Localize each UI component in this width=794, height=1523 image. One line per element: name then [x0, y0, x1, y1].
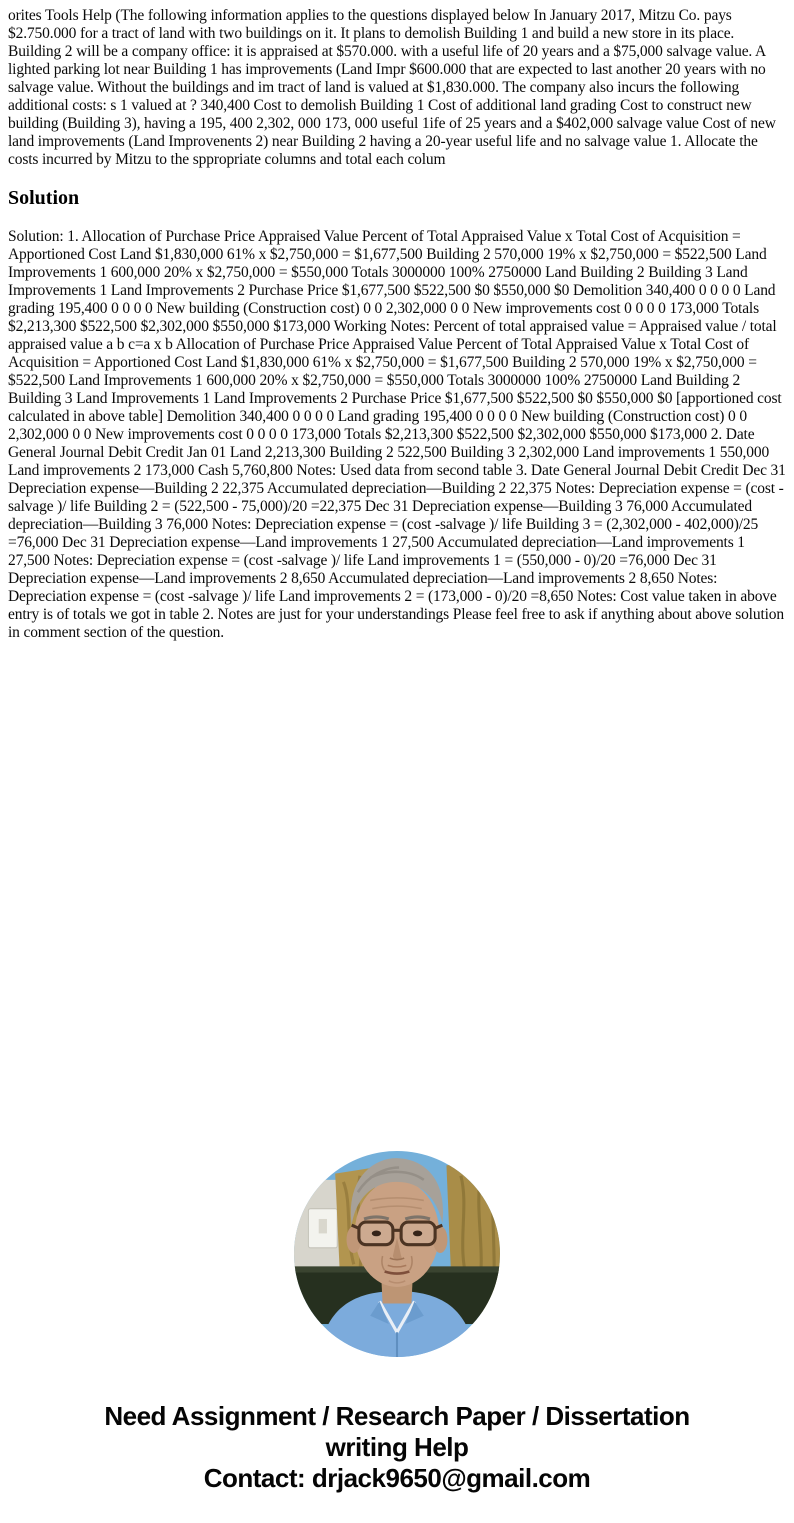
- tutor-avatar: [294, 1151, 500, 1357]
- footer-contact-line: Contact: drjack9650@gmail.com: [203, 1463, 591, 1493]
- tutor-portrait-image: [294, 1151, 500, 1357]
- question-text: orites Tools Help (The following information applies to the questions displayed below In January 2017, Mitzu Co. pays $2.750.000 for a tract of land with two buildings on it. It plans to demolish Building 1 and build a new store in its place. Building 2 will be a company office: it is appraised at $570.000. with a useful life of 20 years and a $75,000 salvage value. A lighted parking lot near Building 1 has improvements (Land Impr $600.000 that are expected to last another 20 years with no salvage value. Without the buildings and im tract of land is valued at $1,830.000. The company also incurs the following additional costs: s 1 valued at ? 340,400 Cost to demolish Building 1 Cost of additional land grading Cost to construct new building (Building 3), having a 195, 400 2,302, 000 173, 000 useful 1ife of 25 years and a $402,000 salvage value Cost of new land improvements (Land Improvenents 2) near Building 2 having a 20-year useful life and no salvage value 1. Allocate the costs incurred by Mitzu to the sppropriate columns and total each colum: [8, 7, 776, 168]
- footer-help-line-1: Need Assignment / Research Paper / Dissertation: [104, 1401, 690, 1431]
- solution-heading: Solution: [8, 187, 80, 209]
- footer-banner: [0, 1401, 794, 1494]
- solution-text: Solution: 1. Allocation of Purchase Price Appraised Value Percent of Total Appraised Value x Total Cost of Acquisition = Apportioned Cost Land $1,830,000 61% x $2,750,000 = $1,677,500 Building 2 570,000 19% x $2,750,000 = $522,500 Land Improvements 1 600,000 20% x $2,750,000 = $550,000 Totals 3000000 100% 2750000 Land Building 2 Building 3 Land Improvements 1 Land Improvements 2 Purchase Price $1,677,500 $522,500 $0 $550,000 $0 Demolition 340,400 0 0 0 0 Land grading 195,400 0 0 0 0 New building (Construction cost) 0 0 2,302,000 0 0 New improvements cost 0 0 0 0 173,000 Totals $2,213,300 $522,500 $2,302,000 $550,000 $173,000 Working Notes: Percent of total appraised value = Appraised value / total appraised value a b c=a x b Allocation of Purchase Price Appraised Value Percent of Total Appraised Value x Total Cost of Acquisition = Apportioned Cost Land $1,830,000 61% x $2,750,000 = $1,677,500 Building 2 570,000 19% x $2,750,000 = $522,500 Land Improvements 1 600,000 20% x $2,750,000 = $550,000 Totals 3000000 100% 2750000 Land Building 2 Building 3 Land Improvements 1 Land Improvements 2 Purchase Price $1,677,500 $522,500 $0 $550,000 $0 [apportioned cost calculated in above table] Demolition 340,400 0 0 0 0 Land grading 195,400 0 0 0 0 New building (Construction cost) 0 0 2,302,000 0 0 New improvements cost 0 0 0 0 173,000 Totals $2,213,300 $522,500 $2,302,000 $550,000 $173,000 2. Date General Journal Debit Credit Jan 01 Land 2,213,300 Building 2 522,500 Building 3 2,302,000 Land improvements 1 550,000 Land improvements 2 173,000 Cash 5,760,800 Notes: Used data from second table 3. Date General Journal Debit Credit Dec 31 Depreciation expense—Building 2 22,375 Accumulated depreciation—Building 2 22,375 Notes: Depreciation expense = (cost -salvage )/ life Building 2 = (522,500 - 75,000)/20 =22,375 Dec 31 Depreciation expense—Building 3 76,000 Accumulated depreciation—Building 3 76,000 Notes: Depreciation expense = (cost -salvage )/ life Building 3 = (2,302,000 - 402,000)/25 =76,000 Dec 31 Depreciation expense—Land improvements 1 27,500 Accumulated depreciation—Land improvements 1 27,500 Notes: Depreciation expense = (cost -salvage )/ life Land improvements 1 = (550,000 - 0)/20 =76,000 Dec 31 Depreciation expense—Land improvements 2 8,650 Accumulated depreciation—Land improvements 2 8,650 Notes: Depreciation expense = (cost -salvage )/ life Land improvements 2 = (173,000 - 0)/20 =8,650 Notes: Cost value taken in above entry is of totals we got in table 2. Notes are just for your understandings Please feel free to ask if anything about above solution in comment section of the question.: [8, 228, 786, 641]
- footer-help-line-2: writing Help: [325, 1432, 469, 1462]
